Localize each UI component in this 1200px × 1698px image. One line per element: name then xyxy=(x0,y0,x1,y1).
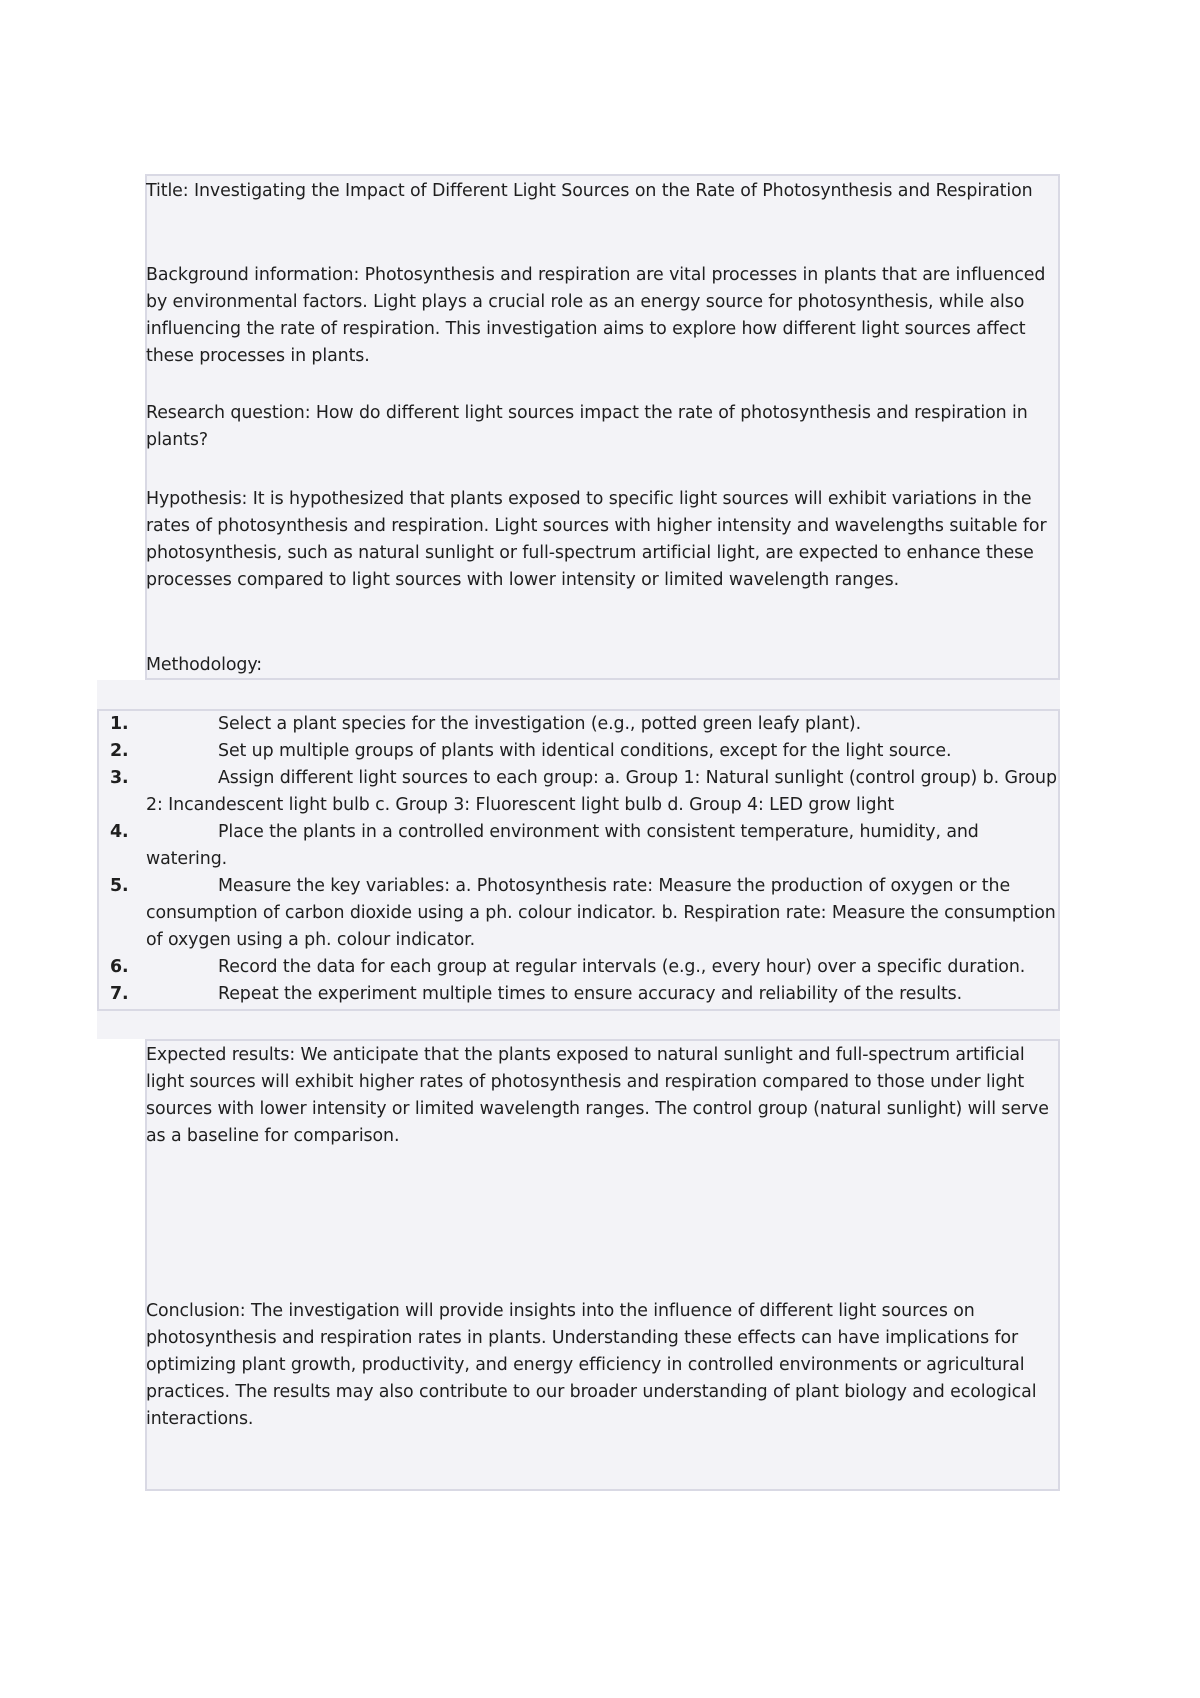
step-number: 4. xyxy=(110,822,129,842)
list-item xyxy=(99,819,1058,873)
shading-band xyxy=(97,1011,1060,1039)
step-text: Measure the key variables: a. Photosynthesis rate: Measure the production of oxygen or the consumption of carbon dioxide using a ph. colour indicator. b. Respiration rate: Measure the consumption of oxygen using a ph. colour indicator. xyxy=(146,876,1056,950)
title-paragraph: Title: Investigating the Impact of Different Light Sources on the Rate of Photosynthesis and Respiration xyxy=(146,181,1033,201)
methodology-steps xyxy=(99,711,1058,1008)
step-text: Place the plants in a controlled environment with consistent temperature, humidity, and watering. xyxy=(146,822,979,869)
step-text: Assign different light sources to each group: a. Group 1: Natural sunlight (control group) b. Group 2: Incandescent light bulb c. Group 3: Fluorescent light bulb d. Group 4: LED grow light xyxy=(146,768,1057,815)
step-text: Record the data for each group at regular intervals (e.g., every hour) over a specific duration. xyxy=(218,957,1026,977)
step-number: 7. xyxy=(110,984,129,1004)
list-item xyxy=(99,711,1058,738)
methodology-heading: Methodology: xyxy=(146,655,263,675)
list-item xyxy=(99,738,1058,765)
list-item xyxy=(99,954,1058,981)
step-number: 2. xyxy=(110,741,129,761)
conclusion-paragraph: Conclusion: The investigation will provide insights into the influence of different light sources on photosynthesis and respiration rates in plants. Understanding these effects can have implications for optimizing plant growth, productivity, and energy efficiency in controlled environments or agricultural practices. The results may also contribute to our broader understanding of plant biology and ecological interactions. xyxy=(146,1301,1037,1429)
list-item xyxy=(99,765,1058,819)
list-item xyxy=(99,981,1058,1008)
background-paragraph: Background information: Photosynthesis and respiration are vital processes in plants that are influenced by environmental factors. Light plays a crucial role as an energy source for photosynthesis, while also influencing the rate of respiration. This investigation aims to explore how different light sources affect these processes in plants. xyxy=(146,265,1046,366)
step-text: Set up multiple groups of plants with identical conditions, except for the light source. xyxy=(218,741,952,761)
step-number: 5. xyxy=(110,876,129,896)
step-text: Select a plant species for the investigation (e.g., potted green leafy plant). xyxy=(218,714,862,734)
step-number: 1. xyxy=(110,714,129,734)
step-number: 3. xyxy=(110,768,129,788)
step-number: 6. xyxy=(110,957,129,977)
shading-band xyxy=(97,680,1060,710)
hypothesis-paragraph: Hypothesis: It is hypothesized that plants exposed to specific light sources will exhibit variations in the rates of photosynthesis and respiration. Light sources with higher intensity and wavelengths suitable for photosynthesis, such as natural sunlight or full-spectrum artificial light, are expected to enhance these processes compared to light sources with lower intensity or limited wavelength ranges. xyxy=(146,489,1047,590)
research-question-paragraph: Research question: How do different light sources impact the rate of photosynthesis and respiration in plants? xyxy=(146,403,1028,450)
list-item xyxy=(99,873,1058,954)
expected-results-paragraph: Expected results: We anticipate that the plants exposed to natural sunlight and full-spectrum artificial light sources will exhibit higher rates of photosynthesis and respiration compared to those under light sources with lower intensity or limited wavelength ranges. The control group (natural sunlight) will serve as a baseline for comparison. xyxy=(146,1045,1049,1146)
step-text: Repeat the experiment multiple times to ensure accuracy and reliability of the results. xyxy=(218,984,963,1004)
